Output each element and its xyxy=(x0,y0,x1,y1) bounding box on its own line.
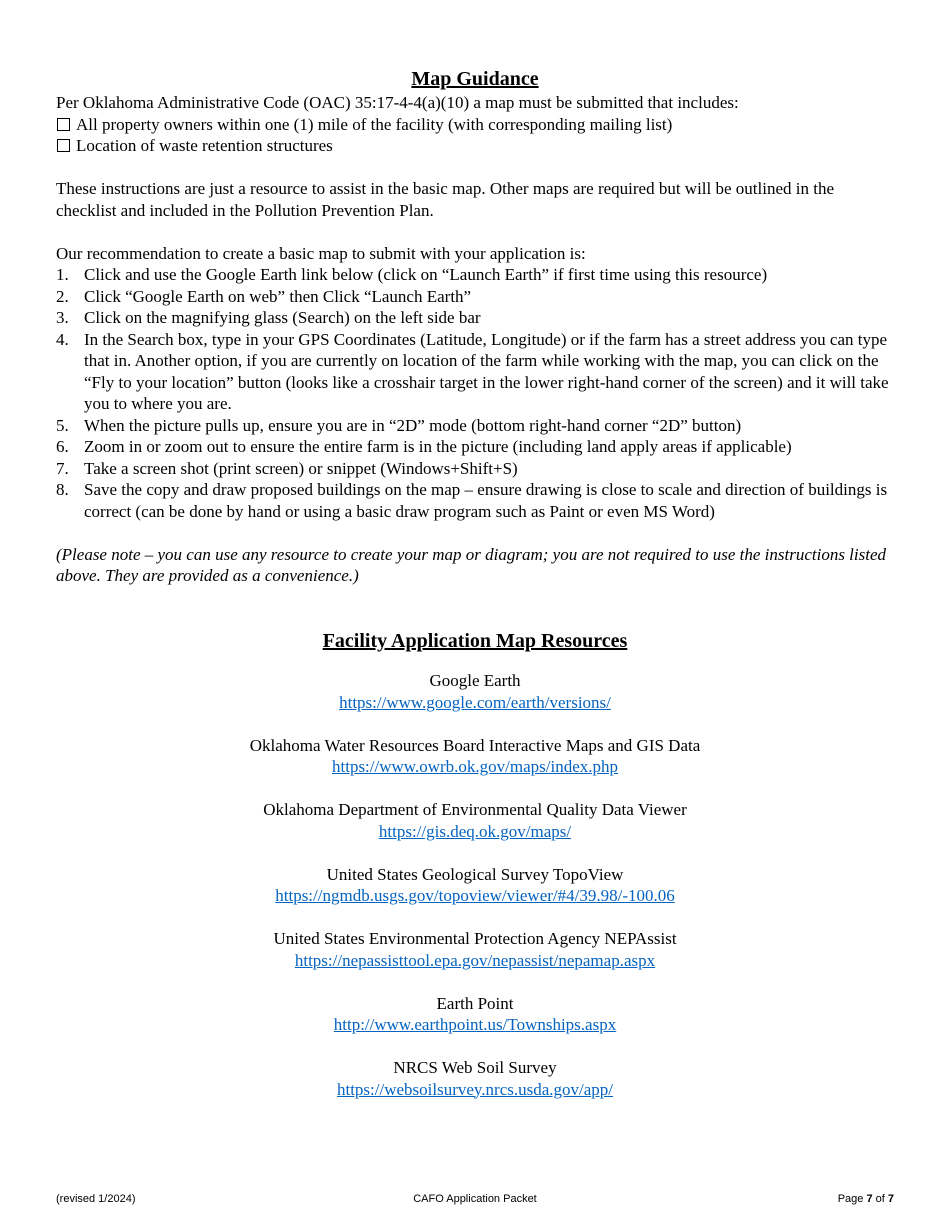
step-item xyxy=(56,415,894,437)
resource-name: United States Geological Survey TopoView xyxy=(326,864,624,884)
step-text: Save the copy and draw proposed buildings on the map – ensure drawing is close to scale and direction of buildings is correct (can be done by hand or using a basic draw program such as Paint or even MS Word) xyxy=(84,480,888,521)
resource-item xyxy=(56,864,894,907)
step-item xyxy=(56,479,894,522)
resource-name: United States Environmental Protection Agency NEPAssist xyxy=(273,929,677,949)
steps-list xyxy=(56,264,894,522)
resource-link[interactable]: https://nepassisttool.epa.gov/nepassist/nepamap.aspx xyxy=(294,950,656,970)
page-label: Page xyxy=(837,1193,867,1205)
resource-name: Oklahoma Water Resources Board Interactive Maps and GIS Data xyxy=(249,735,701,755)
resource-link[interactable]: https://gis.deq.ok.gov/maps/ xyxy=(378,821,572,841)
step-text: Zoom in or zoom out to ensure the entire farm is in the picture (including land apply areas if applicable) xyxy=(84,437,792,456)
resources-list xyxy=(56,670,894,1100)
checkbox-icon xyxy=(57,139,70,152)
step-number: 1. xyxy=(56,265,69,284)
resource-item xyxy=(56,928,894,971)
resource-item xyxy=(56,670,894,713)
page-current: 7 xyxy=(866,1193,873,1205)
resource-link[interactable]: https://www.google.com/earth/versions/ xyxy=(339,692,611,712)
step-number: 2. xyxy=(56,286,69,306)
step-text: In the Search box, type in your GPS Coordinates (Latitude, Longitude) or if the farm has a street address you can type that in. Another option, if you are currently on location of the farm while working with the map, you can click on the “Fly to your location” button (looks like a crosshair target in the lower right-hand corner of the screen) and it will take you to where you are. xyxy=(84,329,889,413)
page-of-label: of xyxy=(872,1193,888,1205)
page-footer xyxy=(56,1193,894,1205)
resource-link[interactable]: http://www.earthpoint.us/Townships.aspx xyxy=(333,1015,617,1035)
checkbox-item xyxy=(56,135,894,157)
resource-name: Oklahoma Department of Environmental Quality Data Viewer xyxy=(263,800,687,820)
checkbox-item xyxy=(56,114,894,136)
resource-link[interactable]: https://ngmdb.usgs.gov/topoview/viewer/#4/39.98/-100.06 xyxy=(275,886,675,906)
resource-link[interactable]: https://www.owrb.ok.gov/maps/index.php xyxy=(332,757,618,777)
step-number: 6. xyxy=(56,437,69,456)
please-note: (Please note – you can use any resource to create your map or diagram; you are not required to use the instructions listed above. They are provided as a convenience.) xyxy=(56,544,887,585)
checkbox-label: Location of waste retention structures xyxy=(76,136,333,155)
step-item xyxy=(56,286,894,308)
resource-item xyxy=(56,1057,894,1100)
document-page xyxy=(56,66,894,1122)
step-text: Click and use the Google Earth link below (click on “Launch Earth” if first time using this resource) xyxy=(84,265,768,284)
footer-packet-title: CAFO Application Packet xyxy=(413,1193,537,1205)
resource-item xyxy=(56,735,894,778)
step-number: 8. xyxy=(56,480,69,499)
step-number: 7. xyxy=(56,458,69,478)
resource-name: Earth Point xyxy=(436,993,514,1013)
step-item xyxy=(56,264,894,286)
step-item xyxy=(56,436,894,458)
resource-item xyxy=(56,993,894,1036)
page-title: Map Guidance xyxy=(411,68,539,90)
resources-title: Facility Application Map Resources xyxy=(322,629,628,652)
step-text: Take a screen shot (print screen) or snippet (Windows+Shift+S) xyxy=(84,458,518,478)
step-number: 4. xyxy=(56,329,69,349)
resource-item xyxy=(56,799,894,842)
step-item xyxy=(56,329,894,415)
step-item xyxy=(56,458,894,480)
instructions-note: These instructions are just a resource to assist in the basic map. Other maps are required but will be outlined in the checklist and included in the Pollution Prevention Plan. xyxy=(56,179,835,220)
step-text: Click “Google Earth on web” then Click “Launch Earth” xyxy=(84,286,472,306)
step-number: 3. xyxy=(56,308,69,327)
step-text: When the picture pulls up, ensure you are in “2D” mode (bottom right-hand corner “2D” button) xyxy=(84,415,742,435)
recommendation-intro: Our recommendation to create a basic map to submit with your application is: xyxy=(56,243,586,263)
step-item xyxy=(56,307,894,329)
step-text: Click on the magnifying glass (Search) on the left side bar xyxy=(84,308,481,327)
checkbox-icon xyxy=(57,118,70,131)
intro-text: Per Oklahoma Administrative Code (OAC) 35:17-4-4(a)(10) a map must be submitted that includes: xyxy=(56,93,739,112)
resource-name: NRCS Web Soil Survey xyxy=(393,1058,557,1078)
resource-link[interactable]: https://websoilsurvey.nrcs.usda.gov/app/ xyxy=(336,1079,614,1099)
footer-revised: (revised 1/2024) xyxy=(56,1193,136,1205)
resource-name: Google Earth xyxy=(429,671,521,691)
step-number: 5. xyxy=(56,415,69,435)
page-total: 7 xyxy=(887,1193,894,1205)
checkbox-label: All property owners within one (1) mile of the facility (with corresponding mailing list) xyxy=(76,114,673,134)
